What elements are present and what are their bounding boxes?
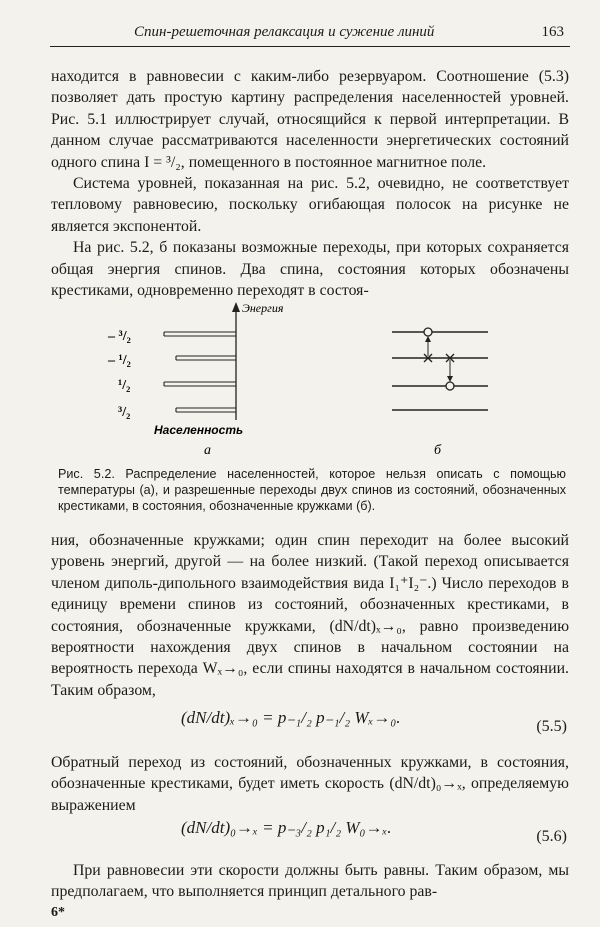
equation-5-6-number: (5.6) (536, 828, 567, 845)
paragraph-2: Система уровней, показанная на рис. 5.2, очевидно, не соответствует тепловому равновесию, поскольку огибающая полосок на рисунке не является экспонентой. (51, 175, 569, 235)
signature-mark: 6* (51, 905, 65, 920)
eq1-rhs: = p₋₁/₂ p₋₁/₂ Wₓ→₀. (262, 708, 401, 727)
figure-5-2 (70, 300, 550, 460)
panel-a-label: а (204, 443, 211, 458)
figure-caption (58, 466, 566, 515)
equation-5-5-body (181, 708, 401, 728)
paragraph-1: находится в равновесии с каким-либо резервуаром. Соотношение (5.3) позволяет дать простую картину распределения населенностей уровней. Рис. 5.1 иллюстрирует случай, относящийся к первой интерпретации. В данном случае рассматриваются населенности энергетических состояний одного спина I = ³/₂, помещенного в постоянное магнитное поле. (51, 68, 569, 171)
page-number: 163 (541, 24, 564, 40)
text-block-top (51, 66, 569, 301)
text-block-middle (51, 530, 569, 701)
energy-axis-label: Энергия (242, 301, 284, 315)
transition-down-head (447, 376, 453, 382)
running-head (50, 22, 570, 47)
figure-svg (70, 300, 550, 460)
caption-text: Рис. 5.2. Распределение населенностей, которое нельзя описать с помощью температуры (а), и разрешенные переходы двух спинов из состояний, обозначенных крестиками, в состояния, обозначенные кружками (б). (58, 467, 566, 514)
paragraph-5: Обратный переход из состояний, обозначенных кружками, в состояния, обозначенные крестиками, будет иметь скорость (dN/dt)₀→ₓ, определяемую выражением (51, 754, 569, 814)
panel-b-label: б (434, 443, 442, 458)
text-block-bottom (51, 860, 569, 903)
level-label-4: ³/₂ (118, 405, 131, 420)
eq1-lhs: (dN/dt)ₓ→₀ (181, 708, 258, 727)
paragraph-3: На рис. 5.2, б показаны возможные переходы, при которых сохраняется общая энергия спинов. Два спина, состояния которых обозначены крестиками, одновременно переходят в состоя- (51, 239, 569, 300)
energy-axis-arrow (232, 302, 240, 312)
population-label: Населенность (154, 423, 244, 437)
eq2-lhs: (dN/dt)₀→ₓ (181, 818, 258, 837)
circle-state-lower (446, 382, 454, 390)
equation-5-5-number: (5.5) (536, 718, 567, 735)
level-label-2: – ¹/₂ (108, 353, 131, 368)
level-label-1: – ³/₂ (108, 329, 131, 344)
equation-5-6-body (181, 818, 392, 838)
transition-up-head (425, 336, 431, 342)
text-block-lower (51, 752, 569, 816)
paragraph-4: ния, обозначенные кружками; один спин переходит на более высокий уровень энергий, другой — на более низкий. (Такой переход описывается членом диполь-дипольного взаимодействия вида I₁⁺I₂⁻.) Число переходов в единицу времени спинов из состояний, обозначенных крестиками, в состояния, обозначенные кружками, (dN/dt)ₓ→₀, равно произведению вероятности нахождения двух спинов в начальном состоянии на вероятность перехода Wₓ→₀, если спины находятся в начальном состоянии. Таким образом, (51, 532, 569, 699)
eq2-rhs: = p₋₃/₂ p₁/₂ W₀→ₓ. (262, 818, 392, 837)
paragraph-6: При равновесии эти скорости должны быть равны. Таким образом, мы предполагаем, что выполняется принцип детального рав- (51, 862, 569, 901)
running-title: Спин-решеточная релаксация и сужение линий (134, 24, 435, 40)
circle-state-upper (424, 328, 432, 336)
level-label-3: ¹/₂ (118, 378, 131, 393)
population-bars (164, 332, 236, 412)
